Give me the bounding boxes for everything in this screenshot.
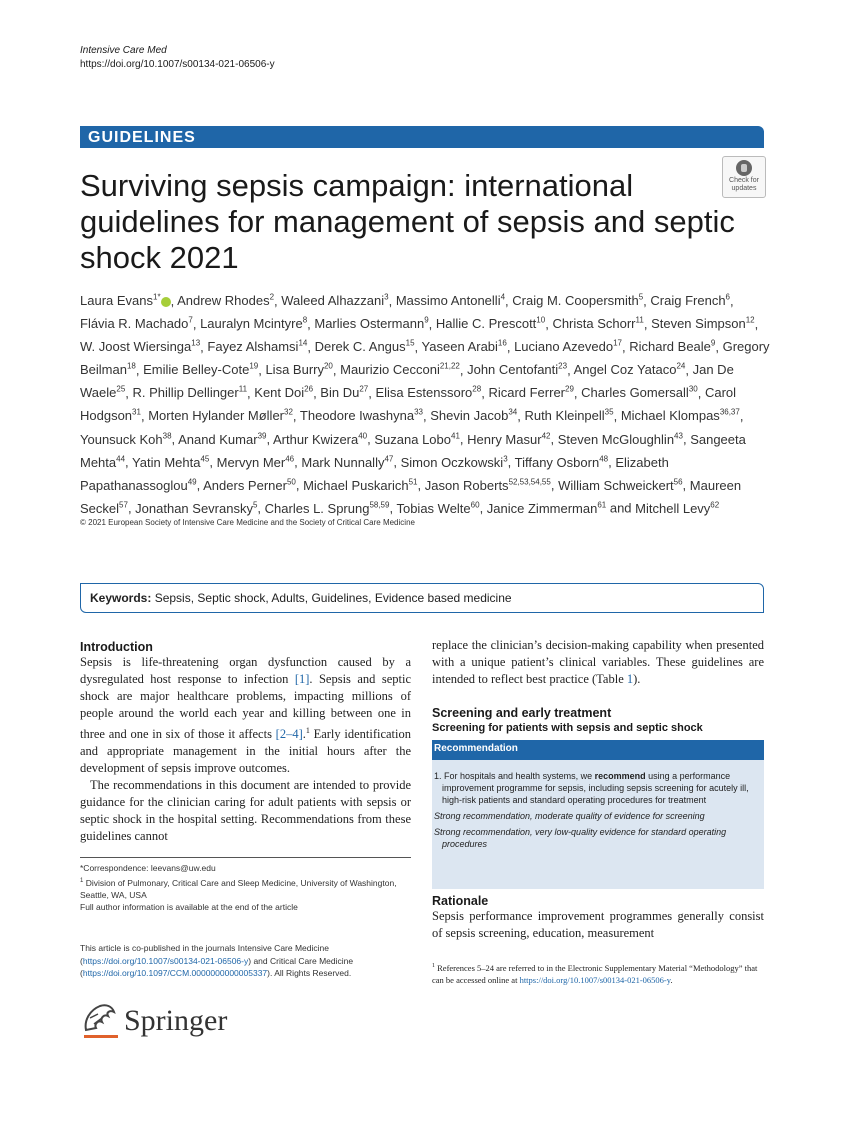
author-name: Yaseen Arabi$^{16}$ <box>421 339 507 355</box>
author-name: R. Phillip Dellinger$^{11}$ <box>132 385 248 401</box>
ref-link-1[interactable]: [1] <box>294 672 310 686</box>
intro-paragraph-1: Sepsis is life-threatening organ dysfunction caused by a dysregulated host response to infection [1]. Sepsis and septic shock are major healthcare problems, impacting millions of people around the world each year and killing between one in three and one in six of those it affects [2–4].$^1$ Early identification and appropriate management in the initial hours after the development of sepsis improve outcomes. <box>80 655 412 776</box>
left-footnotes <box>80 862 411 914</box>
author-name: Simon Oczkowski$^3$ <box>400 454 508 470</box>
table-header: Recommendation <box>432 740 764 760</box>
copyright-line: © 2021 European Society of Intensive Care Medicine and the Society of Critical Care Medicine <box>80 518 415 527</box>
author-name: Mervyn Mer$^{46}$ <box>216 454 295 470</box>
springer-logo <box>80 1000 228 1039</box>
introduction-section <box>80 640 411 845</box>
table-body <box>432 760 764 889</box>
author-name: Shevin Jacob$^{34}$ <box>430 408 518 424</box>
copub-link-1[interactable]: https://doi.org/10.1007/s00134-021-06506-y <box>82 955 249 966</box>
author-name: Tobias Welte$^{60}$ <box>396 500 480 516</box>
author-name: Marlies Ostermann$^9$ <box>314 316 429 332</box>
check-updates-line1: Check for <box>729 177 759 184</box>
article-title: Surviving sepsis campaign: international guidelines for management of sepsis and septic shock 2021 <box>80 168 735 275</box>
author-name: Jason Roberts$^{52,53,54,55}$ <box>424 477 551 493</box>
author-name: John Centofanti$^{23}$ <box>467 362 568 378</box>
journal-header <box>80 44 275 72</box>
table-ref-link[interactable]: 1 <box>626 672 634 686</box>
check-updates-line2: updates <box>731 185 757 192</box>
author-name: Younsuck Koh$^{38}$ <box>80 431 172 447</box>
esm-link[interactable]: https://doi.org/10.1007/s00134-021-06506-y <box>519 975 671 986</box>
author-name: Ricard Ferrer$^{29}$ <box>488 385 574 401</box>
rationale-heading: Rationale <box>432 894 489 908</box>
grade-2: Strong recommendation, very low-quality evidence for standard operating procedures <box>434 827 727 849</box>
author-name: Gregory Beilman$^{18}$ <box>80 339 770 378</box>
author-name: Carol Hodgson$^{31}$ <box>80 385 737 424</box>
author-name: Massimo Antonelli$^4$ <box>395 293 506 309</box>
author-name: Charles L. Sprung$^{58,59}$ <box>264 500 390 516</box>
author-name: William Schweickert$^{56}$ <box>558 477 683 493</box>
author-name: Lisa Burry$^{20}$ <box>265 362 333 378</box>
author-name: Maureen Seckel$^{57}$ <box>80 477 742 516</box>
journal-name: Intensive Care Med <box>80 45 167 56</box>
copub-link-2[interactable]: https://doi.org/10.1097/CCM.0000000000005337 <box>82 968 268 978</box>
keywords-label: Keywords: <box>90 591 152 605</box>
right-footnote: $^1$ References 5–24 are referred to in the Electronic Supplementary Material “Methodology” that can be accessed online at https://doi.org/10.1007/s00134-021-06506-y. <box>432 962 758 986</box>
right-paragraph-1: replace the clinician’s decision-making capability when presented with a unique patient’s clinical variables. These guidelines are intended to reflect best practice (Table 1). <box>432 638 764 686</box>
right-column <box>432 637 764 734</box>
correspondence: *Correspondence: leevans@uw.edu <box>80 863 216 873</box>
author-name: Anders Perner$^{50}$ <box>203 477 296 493</box>
ref-link-2-4[interactable]: [2–4] <box>275 727 303 742</box>
grade-1: Strong recommendation, moderate quality of evidence for screening <box>434 811 705 821</box>
author-name: Craig French$^6$ <box>650 293 730 309</box>
introduction-heading: Introduction <box>80 640 153 654</box>
author-name: Derek C. Angus$^{15}$ <box>314 339 415 355</box>
author-name: Waleed Alhazzani$^3$ <box>281 293 389 309</box>
author-name: Bin Du$^{27}$ <box>320 385 369 401</box>
affiliation: $^1$ Division of Pulmonary, Critical Care and Sleep Medicine, University of Washington, Seattle, WA, USA <box>80 877 397 900</box>
rationale-text: Sepsis performance improvement programmes generally consist of sepsis screening, education, measurement <box>432 909 764 940</box>
author-name: Jan De Waele$^{25}$ <box>80 362 734 401</box>
author-name: Morten Hylander Møller$^{32}$ <box>148 408 293 424</box>
orcid-icon[interactable] <box>161 297 171 307</box>
author-name: Theodore Iwashyna$^{33}$ <box>299 408 424 424</box>
author-name: Maurizio Cecconi$^{21,22}$ <box>340 362 460 378</box>
springer-horse-icon <box>80 1000 120 1034</box>
recommendation-table <box>432 740 764 889</box>
section-banner <box>80 126 764 148</box>
rationale-section <box>432 894 764 942</box>
author-name: Michael Puskarich$^{51}$ <box>303 477 418 493</box>
footnote-divider <box>80 857 411 858</box>
author-name: Kent Doi$^{26}$ <box>254 385 314 401</box>
journal-doi[interactable]: https://doi.org/10.1007/s00134-021-06506-y <box>80 59 275 70</box>
author-name: Hallie C. Prescott$^{10}$ <box>435 316 546 332</box>
springer-underline <box>84 1035 118 1038</box>
author-name: Mitchell Levy$^{62}$ <box>635 500 720 516</box>
author-name: Steven McGloughlin$^{43}$ <box>557 431 683 447</box>
intro-paragraph-2: The recommendations in this document are intended to provide guidance for the clinician caring for adult patients with sepsis or septic shock in the hospital setting. Recommendations from these guidelines cannot <box>80 778 411 844</box>
author-name: Flávia R. Machado$^7$ <box>80 316 193 332</box>
full-author-info: Full author information is available at the end of the article <box>80 902 298 913</box>
author-name: Anand Kumar$^{39}$ <box>178 431 267 447</box>
author-name: Sangeeta Mehta$^{44}$ <box>80 431 746 470</box>
publisher-name: Springer <box>124 1004 228 1037</box>
author-name: Craig M. Coopersmith$^5$ <box>512 293 644 309</box>
author-name: Christa Schorr$^{11}$ <box>552 316 644 332</box>
author-name: Emilie Belley‑Cote$^{19}$ <box>143 362 259 378</box>
subsection-heading: Screening for patients with sepsis and septic shock <box>432 722 703 734</box>
author-name: Luciano Azevedo$^{17}$ <box>514 339 622 355</box>
section-heading: Screening and early treatment <box>432 706 612 720</box>
author-name: Tiffany Osborn$^{48}$ <box>514 454 609 470</box>
author-name: Laura Evans$^{1*}$ <box>80 293 161 309</box>
author-name: Fayez Alshamsi$^{14}$ <box>207 339 308 355</box>
author-name: Jonathan Sevransky$^5$ <box>135 500 258 516</box>
author-name: Michael Klompas$^{36,37}$ <box>620 408 740 424</box>
author-name: Lauralyn Mcintyre$^8$ <box>200 316 308 332</box>
author-name: Henry Masur$^{42}$ <box>467 431 551 447</box>
author-list: Laura Evans$^{1*}$ , Andrew Rhodes$^2$, Waleed Alhazzani$^3$, Massimo Antonelli$^4$, Craig M. Coopersmith$^5$, Craig French$^6$, Flávia R. Machado$^7$, Lauralyn Mcintyre$^8$, Marlies Ostermann$^9$, Hallie C. Prescott$^{10}$, Christa Schorr$^{11}$, Steven Simpson$^{12}$, W. Joost Wiersinga$^{13}$, Fayez Alshamsi$^{14}$, Derek C. Angus$^{15}$, Yaseen Arabi$^{16}$, Luciano Azevedo$^{17}$, Richard Beale$^9$, Gregory Beilman$^{18}$, Emilie Belley‑Cote$^{19}$, Lisa Burry$^{20}$, Maurizio Cecconi$^{21,22}$, John Centofanti$^{23}$, Angel Coz Yataco$^{24}$, Jan De Waele$^{25}$, R. Phillip Dellinger$^{11}$, Kent Doi$^{26}$, Bin Du$^{27}$, Elisa Estenssoro$^{28}$, Ricard Ferrer$^{29}$, Charles Gomersall$^{30}$, Carol Hodgson$^{31}$, Morten Hylander Møller$^{32}$, Theodore Iwashyna$^{33}$, Shevin Jacob$^{34}$, Ruth Kleinpell$^{35}$, Michael Klompas$^{36,37}$, Younsuck Koh$^{38}$, Anand Kumar$^{39}$, Arthur Kwizera$^{40}$, Suzana Lobo$^{41}$, Henry Masur$^{42}$, Steven McGloughlin$^{43}$, Sangeeta Mehta$^{44}$, Yatin Mehta$^{45}$, Mervyn Mer$^{46}$, Mark Nunnally$^{47}$, Simon Oczkowski$^3$, Tiffany Osborn$^{48}$, Elizabeth Papathanassoglou$^{49}$, Anders Perner$^{50}$, Michael Puskarich$^{51}$, Jason Roberts$^{52,53,54,55}$, William Schweickert$^{56}$, Maureen Seckel$^{57}$, Jonathan Sevransky$^5$, Charles L. Sprung$^{58,59}$, Tobias Welte$^{60}$, Janice Zimmerman$^{61}$ and Mitchell Levy$^{62}$ <box>80 293 770 516</box>
author-name: Yatin Mehta$^{45}$ <box>132 454 210 470</box>
author-name: Richard Beale$^9$ <box>629 339 716 355</box>
keywords-text: Sepsis, Septic shock, Adults, Guidelines, Evidence based medicine <box>154 591 512 605</box>
keywords-box <box>80 583 764 613</box>
author-name: Janice Zimmerman$^{61}$ <box>486 500 607 516</box>
author-name: Andrew Rhodes$^2$ <box>177 293 275 309</box>
banner-label: GUIDELINES <box>88 129 196 146</box>
author-name: Ruth Kleinpell$^{35}$ <box>524 408 614 424</box>
author-name: Elizabeth Papathanassoglou$^{49}$ <box>80 454 669 493</box>
author-name: Suzana Lobo$^{41}$ <box>374 431 460 447</box>
author-name: Charles Gomersall$^{30}$ <box>581 385 698 401</box>
author-name: Arthur Kwizera$^{40}$ <box>272 431 368 447</box>
author-name: Steven Simpson$^{12}$ <box>651 316 755 332</box>
author-name: W. Joost Wiersinga$^{13}$ <box>80 339 201 355</box>
author-name: Angel Coz Yataco$^{24}$ <box>573 362 686 378</box>
recommendation-1: 1. For hospitals and health systems, we recommend using a performance improvement programme for sepsis, including sepsis screening for acutely ill, high-risk patients and standard operating procedures for treatment <box>434 771 749 805</box>
author-name: Elisa Estenssoro$^{28}$ <box>375 385 482 401</box>
author-name: Mark Nunnally$^{47}$ <box>301 454 394 470</box>
copublication-note: This article is co-published in the journals Intensive Care Medicine (https://doi.org/10.1007/s00134-021-06506-y) and Critical Care Medicine (https://doi.org/10.1097/CCM.0000000000005337). All Rights Reserved. <box>80 943 354 978</box>
